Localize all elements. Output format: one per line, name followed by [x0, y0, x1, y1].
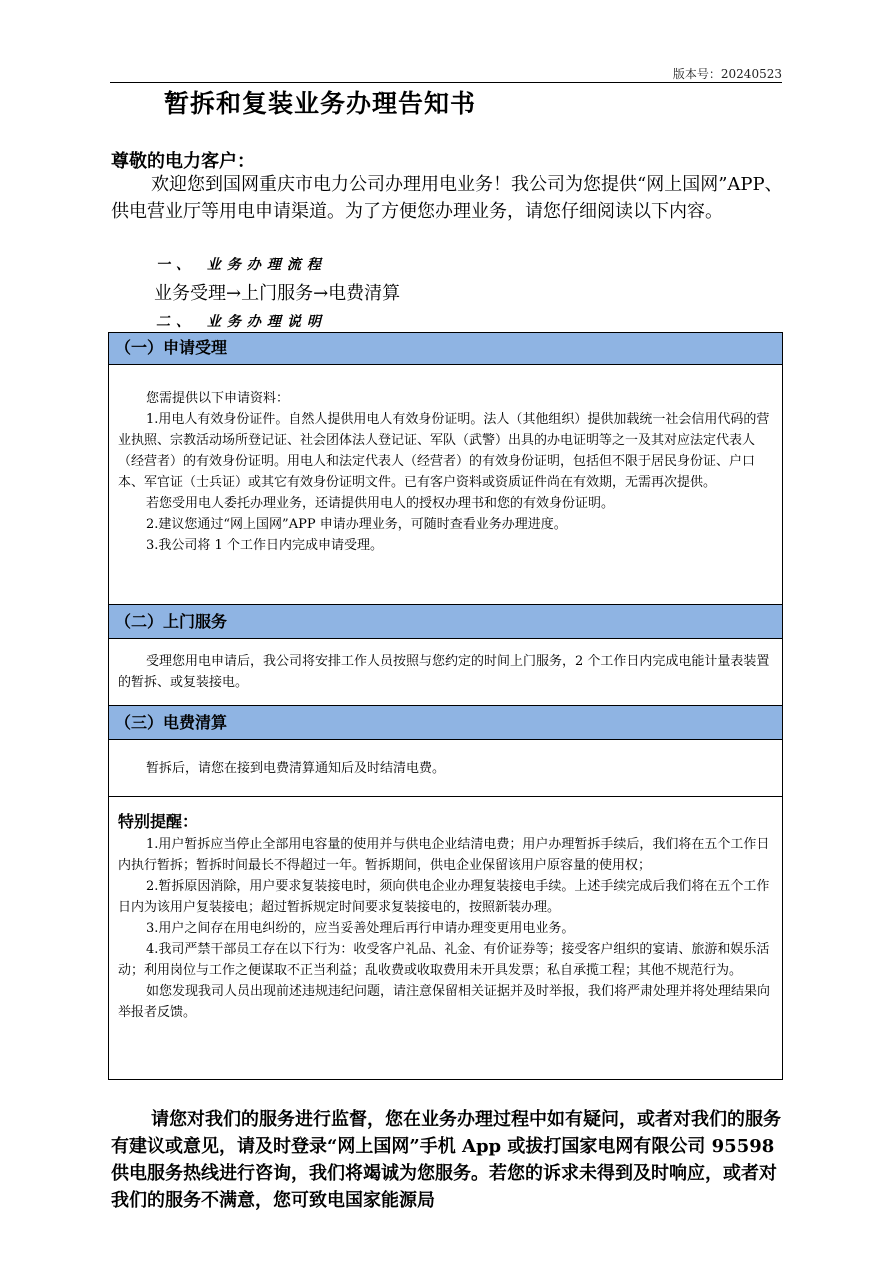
- closing-paragraph: 请您对我们的服务进行监督，您在业务办理过程中如有疑问，或者对我们的服务有建议或意见，请及时登录“网上国网”手机 App 或拔打国家电网有限公司 95598 供电服务热线进行咨询，我们将竭诚为您服务。若您的诉求未得到及时响应，或者对我们的服务不满意，您可致电国家能源局: [111, 1109, 781, 1211]
- band-apply: （一）申请受理: [109, 332, 782, 365]
- service-content: [118, 651, 776, 693]
- instructions-table: [108, 332, 783, 1080]
- reminder-paragraph: 2.暂拆原因消除，用户要求复装接电时，须向供电企业办理复装接电手续。上述手续完成后我们将在五个工作日内为该用户复装接电；超过暂拆规定时间要求复装接电的，按照新装办理。: [118, 879, 770, 915]
- version-number: 版本号：20240523: [672, 67, 782, 81]
- billing-paragraph: 暂拆后，请您在接到电费清算通知后及时结清电费。: [146, 761, 446, 776]
- reminder-title: 特别提醒：: [118, 812, 199, 831]
- apply-paragraph: 若您受用电人委托办理业务，还请提供用电人的授权办理书和您的有效身份证明。: [146, 496, 615, 511]
- reminder-paragraph: 如您发现我司人员出现前述违规违纪问题，请注意保留相关证据并及时举报，我们将严肃处理并将处理结果向举报者反馈。: [118, 984, 771, 1020]
- header-rule: [110, 82, 782, 83]
- document-title: 暂拆和复装业务办理告知书: [163, 89, 476, 118]
- intro-paragraph: 欢迎您到国网重庆市电力公司办理用电业务！我公司为您提供“网上国网”APP、供电营业厅等用电申请渠道。为了方便您办理业务，请您仔细阅读以下内容。: [111, 174, 783, 222]
- apply-paragraph: 3.我公司将 1 个工作日内完成申请受理。: [146, 538, 383, 553]
- reminder-paragraph: 4.我司严禁干部员工存在以下行为：收受客户礼品、礼金、有价证券等；接受客户组织的宴请、旅游和娱乐活动；利用岗位与工作之便谋取不正当利益；乱收费或收取费用未开具发票；私自承揽工程；其他不规范行为。: [118, 942, 770, 978]
- billing-content: [118, 758, 776, 779]
- reminder-content: [118, 811, 776, 1023]
- reminder-paragraph: 3.用户之间存在用电纠纷的，应当妥善处理后再行申请办理变更用电业务。: [146, 921, 575, 936]
- process-flow: 业务受理→上门服务→电费清算: [154, 283, 401, 304]
- service-paragraph: 受理您用电申请后，我公司将安排工作人员按照与您约定的时间上门服务，2 个工作日内完成电能计量表装置的暂拆、或复装接电。: [118, 654, 770, 690]
- reminder-divider: [109, 796, 782, 797]
- section-heading-process: 一、 业务办理流程: [156, 257, 327, 273]
- reminder-paragraph: 1.用户暂拆应当停止全部用电容量的使用并与供电企业结清电费；用户办理暂拆手续后，我们将在五个工作日内执行暂拆；暂拆时间最长不得超过一年。暂拆期间，供电企业保留该用户原容量的使用权；: [118, 837, 770, 873]
- apply-paragraph: 2.建议您通过“网上国网”APP 申请办理业务，可随时查看业务办理进度。: [146, 517, 567, 532]
- salutation: 尊敬的电力客户：: [111, 151, 255, 172]
- apply-paragraph: 1.用电人有效身份证件。自然人提供用电人有效身份证明。法人（其他组织）提供加载统一社会信用代码的营业执照、宗教活动场所登记证、社会团体法人登记证、军队（武警）出具的办电证明等之一及其对应法定代表人（经营者）的有效身份证明。用电人和法定代表人（经营者）的有效身份证明，包括但不限于居民身份证、户口本、军官证（士兵证）或其它有效身份证明文件。已有客户资料或资质证件尚在有效期，无需再次提供。: [118, 412, 770, 490]
- apply-content: [118, 388, 776, 556]
- band-service: （二）上门服务: [109, 604, 782, 639]
- band-billing: （三）电费清算: [109, 705, 782, 740]
- apply-paragraph: 您需提供以下申请资料：: [146, 391, 290, 406]
- section-heading-instructions: 二、 业务办理说明: [156, 314, 327, 330]
